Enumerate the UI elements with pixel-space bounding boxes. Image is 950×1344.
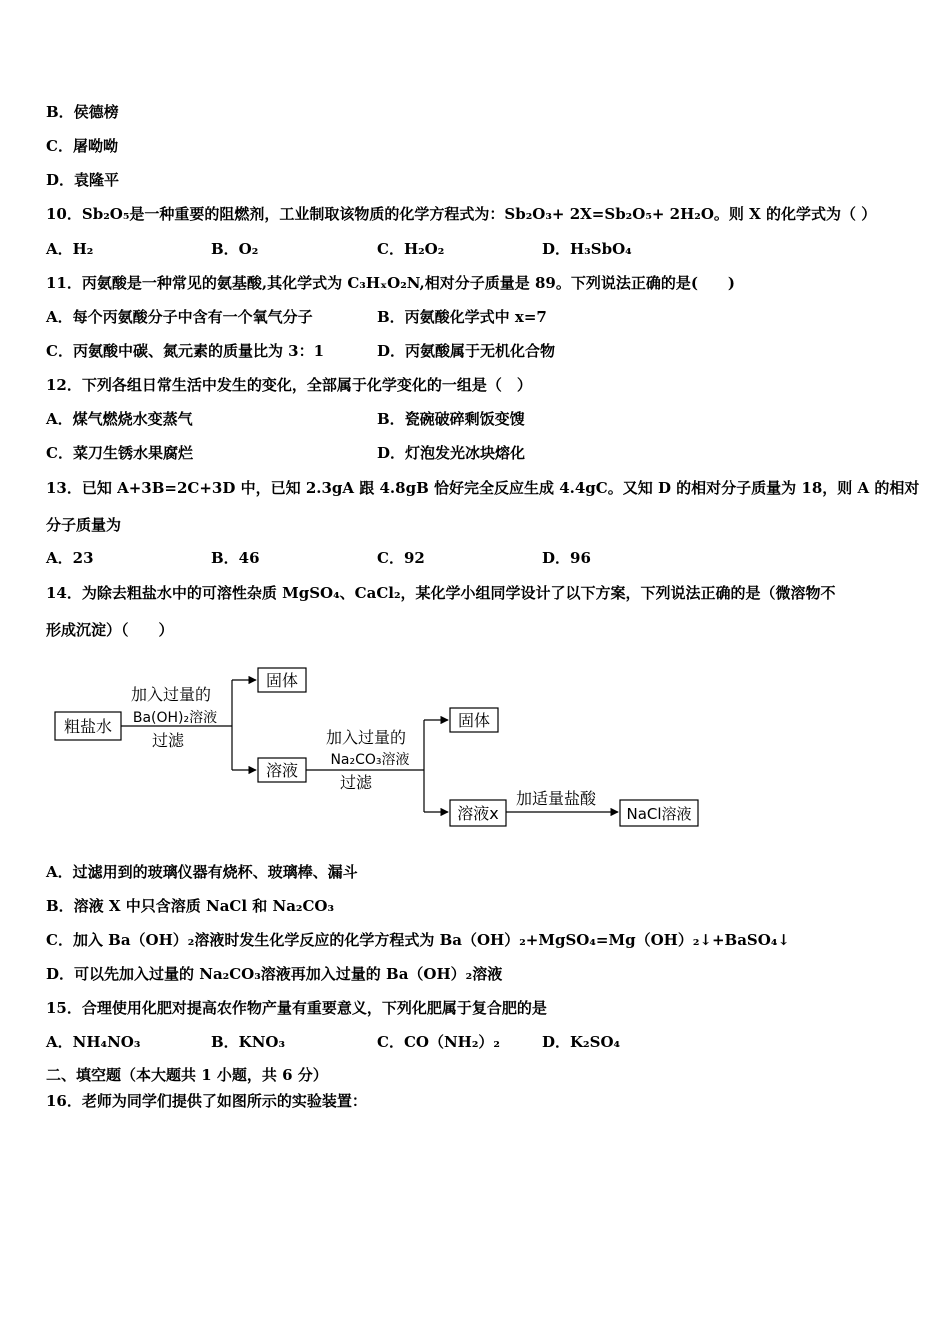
step1-bottom-label: 过滤 xyxy=(151,731,185,750)
purification-flow-diagram xyxy=(0,650,950,850)
q13-option-b: B．46 xyxy=(211,549,260,567)
solution1-label: 溶液 xyxy=(265,761,299,780)
section2-heading: 二、填空题（本大题共 1 小题，共 6 分） xyxy=(46,1066,328,1084)
q14-stem-line2: 形成沉淀）（ ） xyxy=(46,621,174,639)
q9-option-b: B．侯德榜 xyxy=(46,103,119,121)
q16-stem: 16．老师为同学们提供了如图所示的实验装置： xyxy=(46,1092,367,1110)
q15-option-b: B．KNO₃ xyxy=(211,1033,286,1051)
q13-option-a: A．23 xyxy=(46,549,94,567)
step2-reagent-label: Na₂CO₃溶液 xyxy=(330,752,410,768)
q15-stem: 15．合理使用化肥对提高农作物产量有重要意义，下列化肥属于复合肥的是 xyxy=(46,999,547,1017)
q14-option-c: C．加入 Ba（OH）₂溶液时发生化学反应的化学方程式为 Ba（OH）₂+MgSO₄=Mg（OH）₂↓+BaSO₄↓ xyxy=(46,931,790,949)
q15-option-d: D．K₂SO₄ xyxy=(542,1033,621,1051)
q12-stem: 12．下列各组日常生活中发生的变化，全部属于化学变化的一组是（ ） xyxy=(46,376,532,394)
step1-reagent-label: Ba(OH)₂溶液 xyxy=(132,710,218,726)
step3-label: 加适量盐酸 xyxy=(515,789,597,808)
q10-option-d: D．H₃SbO₄ xyxy=(542,240,632,258)
step1-top-label: 加入过量的 xyxy=(130,685,212,704)
q14-option-a: A．过滤用到的玻璃仪器有烧杯、玻璃棒、漏斗 xyxy=(46,863,358,881)
step2-bottom-label: 过滤 xyxy=(339,773,373,792)
q10-option-c: C．H₂O₂ xyxy=(377,240,445,258)
step2-top-label: 加入过量的 xyxy=(325,728,407,747)
q11-stem: 11．丙氨酸是一种常见的氨基酸,其化学式为 C₃HₓO₂N,相对分子质量是 89。下列说法正确的是( ) xyxy=(46,274,736,292)
q12-option-d: D．灯泡发光冰块熔化 xyxy=(377,444,526,462)
q12-option-c: C．菜刀生锈水果腐烂 xyxy=(46,444,193,462)
q10-stem: 10．Sb₂O₅是一种重要的阻燃剂，工业制取该物质的化学方程式为：Sb₂O₃+ 2X=Sb₂O₅+ 2H₂O。则 X 的化学式为（ ） xyxy=(46,205,877,223)
solid1-label: 固体 xyxy=(265,671,299,690)
solid2-label: 固体 xyxy=(457,711,491,730)
q11-option-b: B．丙氨酸化学式中 x=7 xyxy=(377,308,547,326)
q13-option-c: C．92 xyxy=(377,549,425,567)
q13-stem-line1: 13．已知 A+3B=2C+3D 中，已知 2.3gA 跟 4.8gB 恰好完全反应生成 4.4gC。又知 D 的相对分子质量为 18，则 A 的相对 xyxy=(46,479,920,497)
start-label: 粗盐水 xyxy=(63,717,113,736)
q11-option-d: D．丙氨酸属于无机化合物 xyxy=(377,342,556,360)
q11-option-a: A．每个丙氨酸分子中含有一个氧气分子 xyxy=(46,308,313,326)
q9-option-d: D．袁隆平 xyxy=(46,171,120,189)
q9-option-c: C．屠呦呦 xyxy=(46,137,118,155)
q14-stem-line1: 14．为除去粗盐水中的可溶性杂质 MgSO₄、CaCl₂，某化学小组同学设计了以下方案，下列说法正确的是（微溶物不 xyxy=(46,584,836,602)
q11-option-c: C．丙氨酸中碳、氮元素的质量比为 3：1 xyxy=(46,342,325,360)
product-label: NaCl溶液 xyxy=(626,805,692,823)
q15-option-a: A．NH₄NO₃ xyxy=(46,1033,141,1051)
q14-option-d: D．可以先加入过量的 Na₂CO₃溶液再加入过量的 Ba（OH）₂溶液 xyxy=(46,965,503,983)
q10-option-b: B．O₂ xyxy=(211,240,259,258)
q13-stem-line2: 分子质量为 xyxy=(46,516,122,534)
q14-option-b: B．溶液 X 中只含溶质 NaCl 和 Na₂CO₃ xyxy=(46,897,335,915)
q13-option-d: D．96 xyxy=(542,549,591,567)
solution-x-label: 溶液x xyxy=(457,804,499,823)
q15-option-c: C．CO（NH₂）₂ xyxy=(377,1033,500,1051)
q12-option-a: A．煤气燃烧水变蒸气 xyxy=(46,410,193,428)
q10-option-a: A．H₂ xyxy=(46,240,94,258)
q12-option-b: B．瓷碗破碎剩饭变馊 xyxy=(377,410,525,428)
